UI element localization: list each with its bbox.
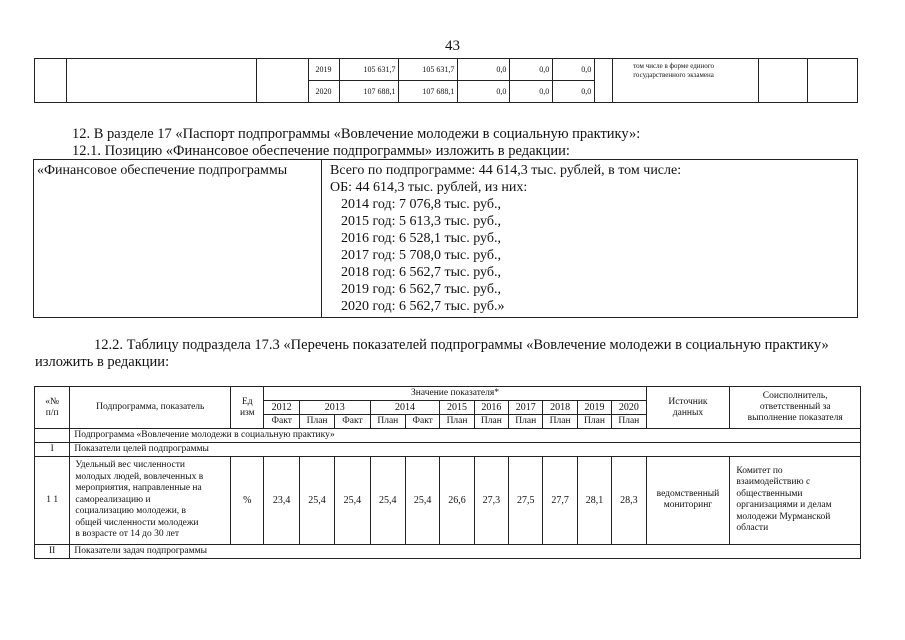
header-text: п/п xyxy=(45,407,59,418)
header-text: «№ xyxy=(45,396,60,407)
responsible-line: взаимодействию с xyxy=(736,477,811,488)
header-name: Подпрограмма, показатель xyxy=(70,387,231,429)
subheader: План xyxy=(577,415,611,429)
value-cell: 107 688,1 xyxy=(399,81,458,103)
value-cell: 0,0 xyxy=(458,81,510,103)
value-cell: 27,7 xyxy=(543,457,577,545)
financing-year: 2017 год: 5 708,0 тыс. руб., xyxy=(341,248,501,263)
paragraph-12-1: 12.1. Позицию «Финансовое обеспечение подпрограммы» изложить в редакции: xyxy=(72,143,570,159)
value-cell: 25,4 xyxy=(335,457,370,545)
subheader: Факт xyxy=(405,415,439,429)
subheader: План xyxy=(370,415,405,429)
description-line: социализацию молодежи, в xyxy=(75,506,187,516)
value-cell: 26,6 xyxy=(440,457,474,545)
indicator-description xyxy=(70,457,231,545)
header-text: Источник xyxy=(668,396,708,407)
financing-table xyxy=(33,159,858,318)
subheader: План xyxy=(509,415,543,429)
year-header: 2020 xyxy=(612,401,646,415)
unit-cell: % xyxy=(231,457,264,545)
financing-details xyxy=(322,160,858,318)
header-text: Ед xyxy=(241,396,253,407)
value-cell: 0,0 xyxy=(458,59,510,81)
financing-year: 2015 год: 5 613,3 тыс. руб., xyxy=(341,214,501,229)
financing-year: 2020 год: 6 562,7 тыс. руб.» xyxy=(341,299,505,314)
financing-year: 2014 год: 7 076,8 тыс. руб., xyxy=(341,197,501,212)
responsible-line: молодежи Мурманской xyxy=(736,511,831,522)
responsible-line: общественными xyxy=(736,488,803,499)
value-cell: 0,0 xyxy=(553,81,595,103)
subheader: План xyxy=(440,415,474,429)
responsible-cell xyxy=(730,457,861,545)
subheader: План xyxy=(299,415,334,429)
value-cell: 27,5 xyxy=(509,457,543,545)
description-line: общей численности молодежи xyxy=(75,517,199,528)
section-row: Показатели целей подпрограммы xyxy=(70,443,861,457)
description-line: самореализацию и xyxy=(75,494,151,505)
value-cell: 27,3 xyxy=(474,457,508,545)
responsible-line: области xyxy=(736,523,769,534)
paragraph-12-2: 12.2. Таблицу подраздела 17.3 «Перечень показателей подпрограммы «Вовлечение молодежи в социальную практику» xyxy=(94,337,829,353)
responsible-line: организациями и делам xyxy=(736,500,832,511)
financing-year: 2019 год: 6 562,7 тыс. руб., xyxy=(341,282,501,297)
source-line: мониторинг xyxy=(663,500,713,511)
source-line: ведомственный xyxy=(656,489,720,500)
header-text: данных xyxy=(672,407,704,418)
paragraph-12: 12. В разделе 17 «Паспорт подпрограммы «Вовлечение молодежи в социальную практику»: xyxy=(72,126,641,142)
description-line: молодых людей, вовлеченных в xyxy=(75,471,204,482)
financing-year: 2016 год: 6 528,1 тыс. руб., xyxy=(341,231,501,246)
year-header: 2013 xyxy=(299,401,370,415)
year-header: 2015 xyxy=(440,401,474,415)
value-cell: 25,4 xyxy=(405,457,439,545)
header-text: выполнение показателя xyxy=(747,413,843,423)
header-text: Соисполнитель, xyxy=(762,391,828,401)
header-source xyxy=(646,387,730,429)
financing-label: «Финансовое обеспечение подпрограммы xyxy=(34,160,322,318)
header-text: изм xyxy=(239,407,255,418)
continuation-table xyxy=(34,58,858,103)
note-line: государственного экзамена xyxy=(633,71,714,79)
financing-ob: ОБ: 44 614,3 тыс. рублей, из них: xyxy=(330,180,528,195)
subheader: План xyxy=(543,415,577,429)
value-cell: 28,3 xyxy=(612,457,646,545)
financing-year: 2018 год: 6 562,7 тыс. руб., xyxy=(341,265,501,280)
row-number: I xyxy=(35,443,70,457)
value-cell: 0,0 xyxy=(553,59,595,81)
value-cell: 0,0 xyxy=(510,81,553,103)
header-unit xyxy=(231,387,264,429)
responsible-line: Комитет по xyxy=(736,465,783,476)
header-value: Значение показателя* xyxy=(264,387,646,401)
program-row: Подпрограмма «Вовлечение молодежи в социальную практику» xyxy=(70,429,861,443)
description-line: в возрасте от 14 до 30 лет xyxy=(75,529,180,539)
table-header-row xyxy=(35,387,861,401)
value-cell: 25,4 xyxy=(299,457,334,545)
description-line: Удельный вес численности xyxy=(75,460,185,470)
year-header: 2016 xyxy=(474,401,508,415)
row-number: 1 1 xyxy=(35,457,70,545)
value-cell: 25,4 xyxy=(370,457,405,545)
value-cell: 23,4 xyxy=(264,457,299,545)
page-number: 43 xyxy=(445,38,460,54)
financing-total: Всего по подпрограмме: 44 614,3 тыс. рублей, в том числе: xyxy=(330,163,682,178)
table-row xyxy=(35,457,861,545)
subheader: Факт xyxy=(264,415,299,429)
year-header: 2018 xyxy=(543,401,577,415)
description-line: мероприятия, направленные на xyxy=(75,483,202,493)
year-cell: 2019 xyxy=(308,59,339,81)
year-header: 2012 xyxy=(264,401,299,415)
header-text: ответственный за xyxy=(759,402,831,412)
value-cell: 28,1 xyxy=(577,457,611,545)
subheader: Факт xyxy=(335,415,370,429)
subheader: План xyxy=(474,415,508,429)
table-row xyxy=(34,160,858,318)
section-row: Показатели задач подпрограммы xyxy=(70,544,861,558)
header-number xyxy=(35,387,70,429)
table-row xyxy=(35,59,858,81)
note-line: том числе в форме единого xyxy=(633,62,714,70)
year-header: 2017 xyxy=(509,401,543,415)
paragraph-12-2-continued: изложить в редакции: xyxy=(35,354,170,370)
indicators-table xyxy=(34,386,861,559)
year-header: 2014 xyxy=(370,401,440,415)
row-number: II xyxy=(35,544,70,558)
year-cell: 2020 xyxy=(308,81,339,103)
note-cell xyxy=(613,59,759,103)
table-row xyxy=(35,429,861,443)
source-cell xyxy=(646,457,730,545)
table-row xyxy=(35,443,861,457)
subheader: План xyxy=(612,415,646,429)
value-cell: 0,0 xyxy=(510,59,553,81)
value-cell: 105 631,7 xyxy=(399,59,458,81)
year-header: 2019 xyxy=(577,401,611,415)
value-cell: 105 631,7 xyxy=(339,59,399,81)
value-cell: 107 688,1 xyxy=(339,81,399,103)
header-responsible xyxy=(730,387,861,429)
table-row xyxy=(35,544,861,558)
